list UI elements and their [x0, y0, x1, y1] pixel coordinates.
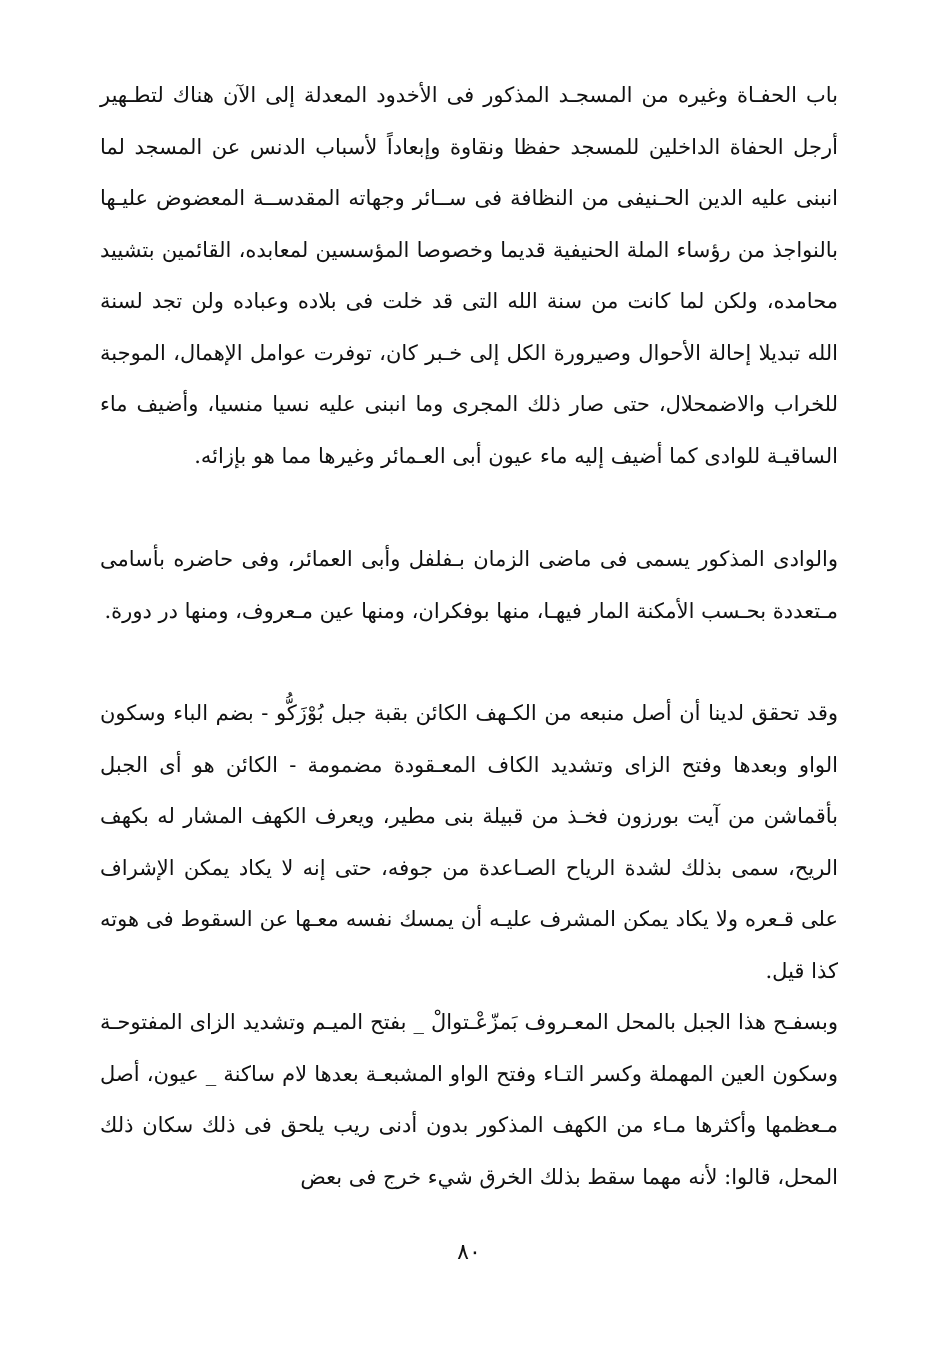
paragraph-text: والوادى المذكور يسمى فى ماضى الزمان بـفلفل وأبى العمائر، وفى حاضره بأسامى مـتعددة بحـسب الأمكنة المار فيهـا، منها بوفكران، ومنها عين مـعروف، ومنها در دورة. — [100, 547, 838, 623]
paragraph-4 — [100, 997, 838, 1203]
paragraph-text: باب الحفـاة وغيره من المسجـد المذكور فى الأخدود المعدلة إلى الآن هناك لتطـهير أرجل الحفاة الداخلين للمسجد حفظا ونقاوة وإبعاداً لأسباب الدنس عن المسجد لما انبنى عليه الدين الحـنيفى من النظافة فى ســائر وجهاته المقدســة المعضوض عليـها بالنواجذ من رؤساء الملة الحنيفية قديما وخصوصا المؤسسين لمعابده، القائمين بتشييد محامده، ولكن لما كانت من سنة الله التى قد خلت فى بلاده وعباده ولن تجد لسنة الله تبديلا إحالة الأحوال وصيرورة الكل إلى خـبر كان، توفرت عوامل الإهمال، الموجبة للخراب والاضمحلال، حتى صار ذلك المجرى وما انبنى عليه نسيا منسيا، وأضيف ماء الساقيـة للوادى كما أضيف إليه ماء عيون أبى العـمائر وغيرها مما هو بإزائه. — [100, 83, 838, 468]
paragraph-3 — [100, 688, 838, 997]
paragraph-text: وقد تحقق لدينا أن أصل منبعه من الكـهف الكائن بقبة جبل بُوْزَكُّو - بضم الباء وسكون الواو وبعدها وفتح الزاى وتشديد الكاف المعـقودة مضمومة - الكائن هو أى الجبل بأقماشن من آيت بورزون فخـذ من قبيلة بنى مطير، ويعرف الكهف المشار له بكهف الريح، سمى بذلك لشدة الرياح الصـاعدة من جوفه، حتى إنه لا يكاد يمكن الإشراف على قـعره ولا يكاد يمكن المشرف عليـه أن يمسك نفسه معـها عن السقوط فى هوته كذا قيل. — [100, 701, 838, 983]
paragraph-1 — [100, 70, 838, 482]
page-number: ٨٠ — [457, 1240, 481, 1265]
paragraph-2 — [100, 534, 838, 637]
paragraph-text: وبسفـح هذا الجبل بالمحل المعـروف بَمزّعْـتوالْ _ بفتح الميـم وتشديد الزاى المفتوحـة وسكون العين المهملة وكسر التـاء وفتح الواو المشبعـة بعدها لام ساكنة _ عيون، أصل مـعظمها وأكثرها مـاء من الكهف المذكور بدون أدنى ريب يلحق فى ذلك سكان ذلك المحل، قالوا: لأنه مهما سقط بذلك الخرق شيء خرج فى بعض — [100, 1010, 838, 1189]
